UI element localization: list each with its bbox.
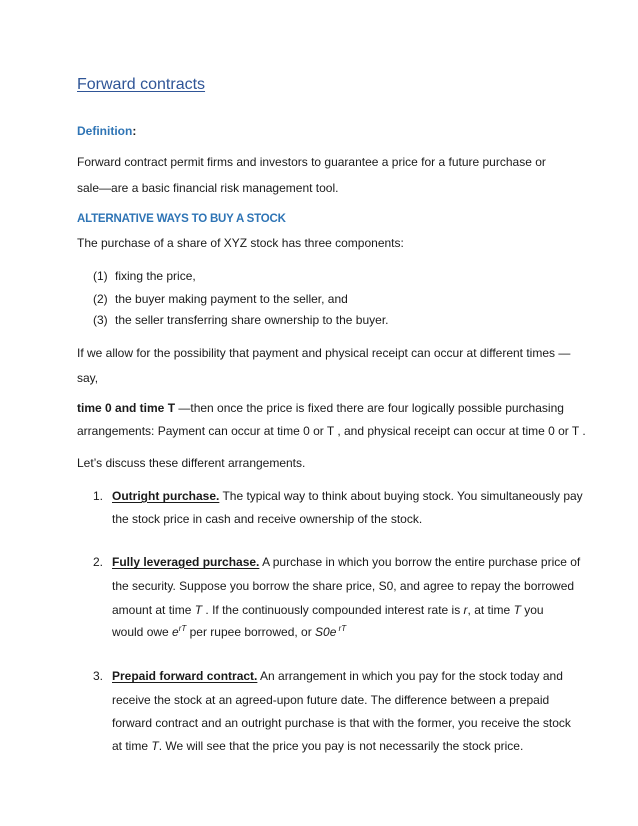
list-item-text: A purchase in which you borrow the entire purchase price of [259,555,581,569]
math-var-r: r [463,603,468,617]
list-item-3-line-3: forward contract and an outright purchase is that with the former, you receive the stock [112,716,571,730]
time-paragraph-line-1 [77,401,564,415]
math-superscript: rT [178,624,187,633]
component-item [93,269,196,283]
list-item-2-line-3 [112,603,544,617]
definition-colon: : [132,124,137,138]
math-superscript: rT [336,624,347,633]
possibility-line-1: If we allow for the possibility that payment and physical receipt can occur at different times — [77,346,571,360]
text-run: , at time [467,603,514,617]
list-item-1-line-1 [112,489,583,503]
list-item-term: Outright purchase. [112,489,220,503]
component-item [93,292,348,306]
component-number: (3) [93,313,108,327]
text-run: . If the continuously compounded interest rate is [202,603,464,617]
time-paragraph-line-2: arrangements: Payment can occur at time 0 or T , and physical receipt can occur at time 0 or T . [77,424,586,438]
list-item-3-line-4 [112,739,523,753]
definition-line-2: sale—are a basic financial risk management tool. [77,181,339,195]
list-item-3-line-2: receive the stock at an agreed-upon future date. The difference between a prepaid [112,693,550,707]
possibility-line-2: say, [77,371,99,385]
list-number: 1. [93,489,104,503]
intro-paragraph: The purchase of a share of XYZ stock has three components: [77,236,404,250]
math-var-e: e [172,625,179,639]
text-run: at time [112,739,152,753]
component-number: (2) [93,292,108,306]
list-item-term: Prepaid forward contract. [112,669,258,683]
list-item-2-line-1 [112,555,580,569]
page-title: Forward contracts [77,76,206,93]
list-item-text: An arrangement in which you pay for the stock today and [257,669,563,683]
component-text: the seller transferring share ownership to the buyer. [115,313,389,327]
definition-line-1: Forward contract permit firms and investors to guarantee a price for a future purchase or [77,155,546,169]
math-var-T: T [151,739,159,753]
list-item-2-line-2: the security. Suppose you borrow the share price, S0, and agree to repay the borrowed [112,579,575,593]
definition-label: Definition [77,124,133,138]
section-heading: ALTERNATIVE WAYS TO BUY A STOCK [77,213,286,225]
text-run: would owe [112,625,173,639]
list-item-3-line-1 [112,669,563,683]
component-number: (1) [93,269,108,283]
text-run: you [520,603,544,617]
text-run: amount at time [112,603,195,617]
list-item-1-line-2: the stock price in cash and receive ownership of the stock. [112,512,423,526]
text-run: . We will see that the price you pay is not necessarily the stock price. [158,739,524,753]
discuss-paragraph: Let’s discuss these different arrangements. [77,456,306,470]
list-item-term: Fully leveraged purchase. [112,555,260,569]
math-var-T: T [194,603,203,617]
component-text: fixing the price, [115,269,196,283]
component-item [93,313,389,327]
math-var-T: T [513,603,521,617]
text-run: per rupee borrowed, or [186,625,316,639]
component-text: the buyer making payment to the seller, and [115,292,348,306]
time-paragraph-rest: —then once the price is fixed there are four logically possible purchasing [175,401,564,415]
list-number: 2. [93,555,104,569]
list-number: 3. [93,669,104,683]
definition-heading [77,124,136,138]
list-item-2-line-4 [112,624,346,639]
list-item-text: The typical way to think about buying stock. You simultaneously pay [219,489,583,503]
math-expression: S0e [315,625,337,639]
time-bold-phrase: time 0 and time T [77,401,176,415]
